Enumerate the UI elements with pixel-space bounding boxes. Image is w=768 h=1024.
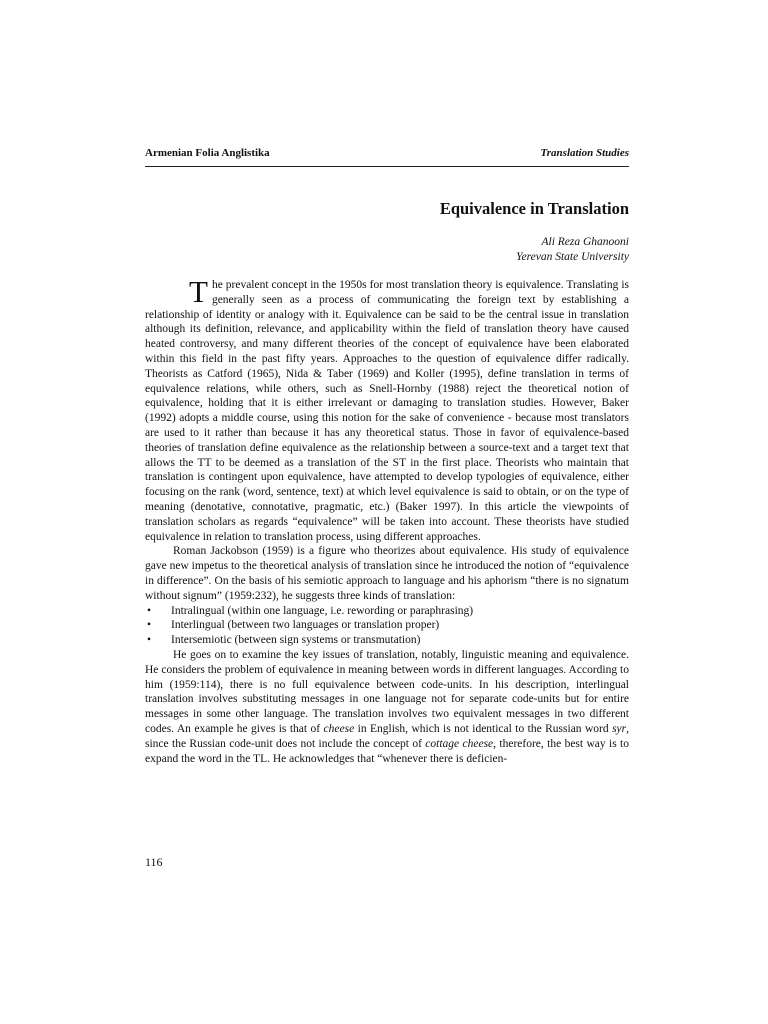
list-item-text: Intersemiotic (between sign systems or transmutation) bbox=[171, 634, 421, 647]
header-rule bbox=[145, 166, 629, 167]
running-head bbox=[145, 147, 629, 160]
paragraph-3-text-a: He goes on to examine the key issues of translation, notably, linguistic meaning and equivalence. He considers the problem of equivalence in meaning between words in different languages. According to him (1959:114), there is no full equivalence between code-units. In his description, interlingual translation involves substituting messages in one language not for separate code-units but for entire messages in some other language. The translation involves two equivalent messages in two different codes. An example he gives is that of bbox=[145, 648, 629, 735]
bullet-icon: • bbox=[147, 604, 152, 617]
paragraph-2: Roman Jackobson (1959) is a figure who theorizes about equivalence. His study of equivalence gave new impetus to the theoretical analysis of translation since he introduced the notion of “equivalence in difference”. On the basis of his semiotic approach to language and his aphorism “there is no signatum without signum” (1959:232), he suggests three kinds of translation: bbox=[145, 545, 629, 602]
section-name: Translation Studies bbox=[540, 147, 629, 159]
translation-kinds-list bbox=[145, 604, 629, 648]
paragraph-3-text-b: in English, which is not identical to the Russian word bbox=[354, 722, 613, 735]
article-body bbox=[145, 274, 629, 766]
list-item bbox=[145, 633, 629, 648]
paragraph-1 bbox=[145, 274, 629, 544]
journal-name: Armenian Folia Anglistika bbox=[145, 147, 270, 159]
list-item-text: Intralingual (within one language, i.e. rewording or paraphrasing) bbox=[171, 604, 474, 617]
paragraph-3 bbox=[145, 648, 629, 766]
paragraph-3-text-c: , since the Russian code-unit does not include the concept of bbox=[145, 722, 629, 750]
list-item bbox=[145, 604, 629, 619]
term-cheese: cheese bbox=[323, 722, 355, 735]
author-affiliation: Yerevan State University bbox=[516, 251, 629, 263]
bullet-icon: • bbox=[147, 634, 152, 647]
list-item-text: Interlingual (between two languages or translation proper) bbox=[171, 619, 440, 632]
bullet-icon: • bbox=[147, 619, 152, 632]
term-syr: syr bbox=[612, 722, 627, 735]
drop-cap: T bbox=[189, 274, 208, 309]
author-name: Ali Reza Ghanooni bbox=[541, 236, 629, 248]
page-number: 116 bbox=[145, 855, 163, 869]
paragraph-1-text: he prevalent concept in the 1950s for most translation theory is equivalence. Translating is generally seen as a process of communicating the foreign text by establishing a relationship of identity or analogy with it. Equivalence can be said to be the central issue in translation although its definition, relevance, and applicability within the field of translation theory have caused heated controversy, and many different theories of the concept of equivalence have been elaborated within this field in the past fifty years. Approaches to the question of equivalence differ radically. Theorists as Catford (1965), Nida & Taber (1969) and Koller (1995), define translation in terms of equivalence relations, while others, such as Snell-Hornby (1988) reject the theoretical notion of equivalence, holding that it is either irrelevant or damaging to translation studies. However, Baker (1992) adopts a middle course, using this notion for the sake of convenience - because most translators are used to it rather than because it has any theoretical status. Those in favor of equivalence-based theories of translation define equivalence as the relationship between a source-text and a target text that allows the TT to be deemed as a translation of the ST in the first place. Theorists who maintain that translation is contingent upon equivalence, have attempted to develop typologies of equivalence, either focusing on the rank (word, sentence, text) at which level equivalence is said to obtain, or on the type of meaning (denotative, connotative, pragmatic, etc.) (Baker 1997). In this article the viewpoints of translation scholars as regards “equivalence” will be taken into account. These theorists have studied equivalence in relation to translation process, using different approaches. bbox=[145, 279, 629, 543]
term-cottage-cheese: cottage cheese bbox=[425, 737, 494, 750]
list-item bbox=[145, 618, 629, 633]
article-title: Equivalence in Translation bbox=[439, 199, 629, 218]
paragraph-3-text-d: , therefore, the best way is to expand the word in the TL. He acknowledges that “whenever there is deficien- bbox=[145, 737, 629, 765]
